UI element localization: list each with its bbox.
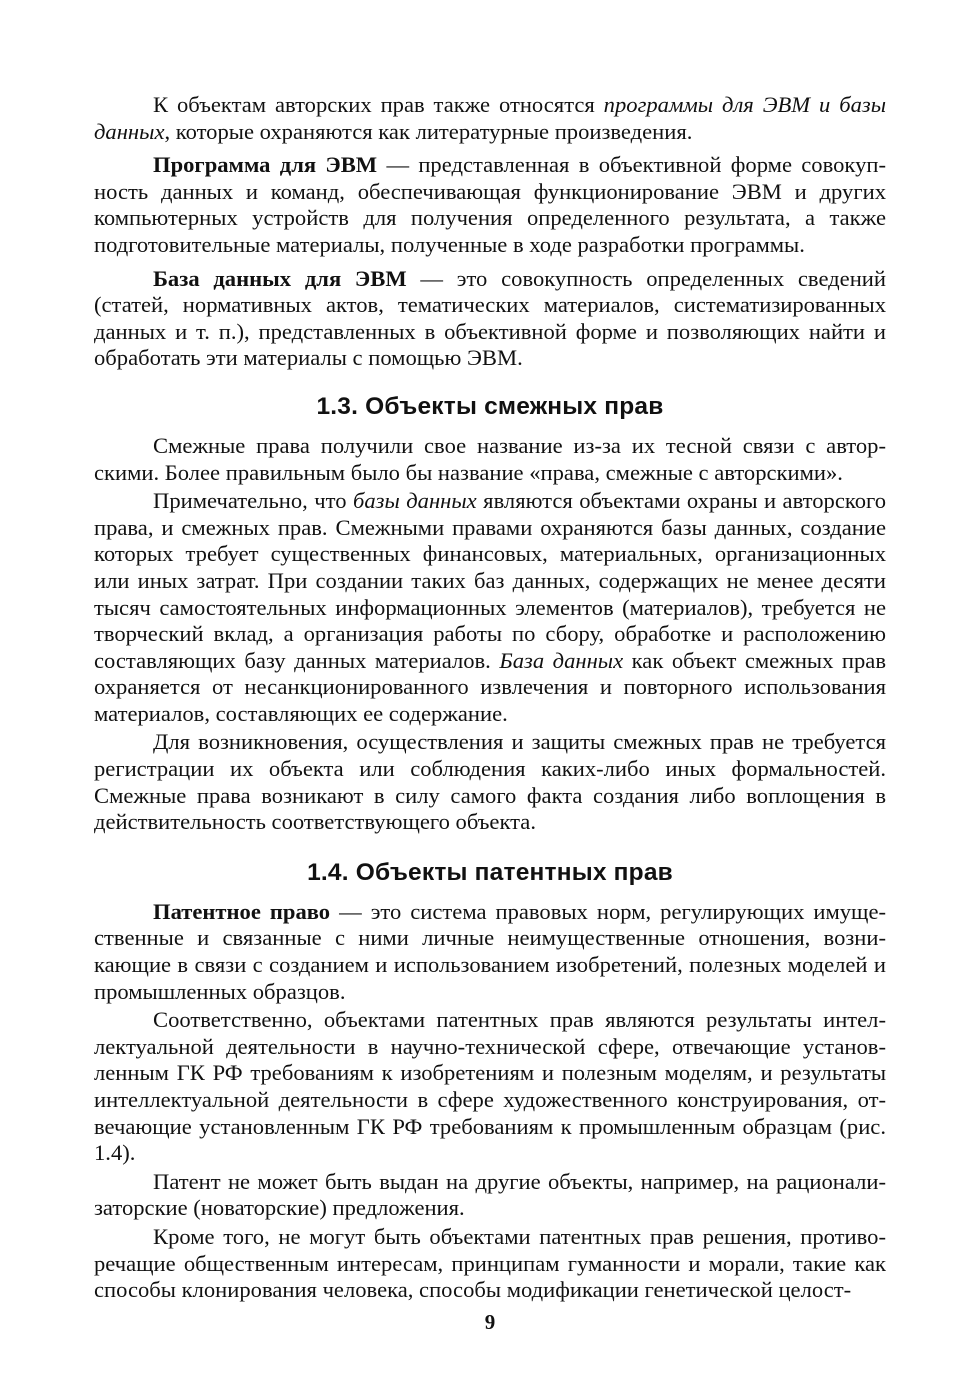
text-run: , которые охраняются как литературные произведения. [164,118,693,144]
bold-term: База данных для ЭВМ [153,265,407,291]
text-run: — представленная в объективной форме совокупность данных и команд, обеспечивающая функционирование ЭВМ и других компьютерных устройств для получения определенного результата, а также подготовительные материалы, полученные в ходе разработки программы. [94,152,886,257]
paragraph-patent-exclusions: Патент не может быть выдан на другие объекты, например, на рационализаторские (новаторские) предложения. [94,1168,886,1221]
paragraph-related-rights-name: Смежные права получили свое название из-за их тесной связи с авторскими. Более правильным было бы название «права, смежные с авторскими». [94,432,886,485]
text-run: являются объектами охраны и авторского права, и смежных прав. Смежными правами охраняются базы данных, создание которых требует существенных финансовых, материальных, организационных или иных затрат. При создании таких баз данных, содержащих не менее десяти тысяч самостоятельных информационных элементов (материалов), требуется не творческий вклад, а организация работы по сбору, обработке и расположению составляющих базу данных материалов. [94,488,887,673]
text-run: Примечательно, что [153,488,353,514]
page-number: 9 [484,1310,496,1334]
paragraph-databases-protection [94,488,886,727]
text-run: К объектам авторских прав также относятся [153,92,604,117]
page-content [94,92,886,1306]
section-heading-patent-rights: 1.4. Объекты патентных прав [307,858,673,886]
bold-term: Патентное право [153,898,331,924]
text-run: — это совокупность определенных сведений (статей, нормативных актов, тематических материалов, систематизированных данных и т. п.), представленных в объективной форме и позволяющих найти и обработать эти материалы с помощью ЭВМ. [94,265,886,371]
italic-term: программы для ЭВМ и базы данных [94,92,886,144]
italic-term: базы данных [352,488,477,514]
paragraph-patent-law-definition [94,899,886,1005]
italic-term: База данных [499,647,624,673]
paragraph-non-patentable-solutions: Кроме того, не могут быть объектами патентных прав решения, противоречащие общественным интересам, принципам гуманности и морали, такие как способы клонирования человека, способы модификации генетической целост- [94,1223,886,1303]
text-run: — это система правовых норм, регулирующих имущественные и связанные с ними личные неимущественные отношения, возникающие в связи с созданием и использованием изобретений, полезных моделей и промышленных образцов. [94,898,887,1004]
paragraph-database-definition [94,266,886,372]
paragraph-software-and-databases [94,92,886,145]
paragraph-patent-objects: Соответственно, объектами патентных прав являются результаты интеллектуальной деятельности в научно-технической сфере, отвечающие установленным ГК РФ требованиям к изобретениям и полезным моделям, и результаты интеллектуальной деятельности в сфере художественного конструирования, отвечающие установленным ГК РФ требованиям к промышленным образцам (рис. 1.4). [94,1007,886,1166]
section-heading-related-rights: 1.3. Объекты смежных прав [316,392,664,420]
paragraph-computer-program-definition [94,152,886,258]
paragraph-related-rights-registration: Для возникновения, осуществления и защиты смежных прав не требуется регистрации их объекта или соблюдения каких-либо иных формальностей. Смежные права возникают в силу самого факта создания либо воплощения в действительность соответствующего объекта. [94,729,886,835]
text-run: как объект смежных прав охраняется от несанкционированного извлечения и повторного использования материалов, составляющих ее содержание. [94,647,886,726]
bold-term: Программа для ЭВМ [153,152,378,178]
